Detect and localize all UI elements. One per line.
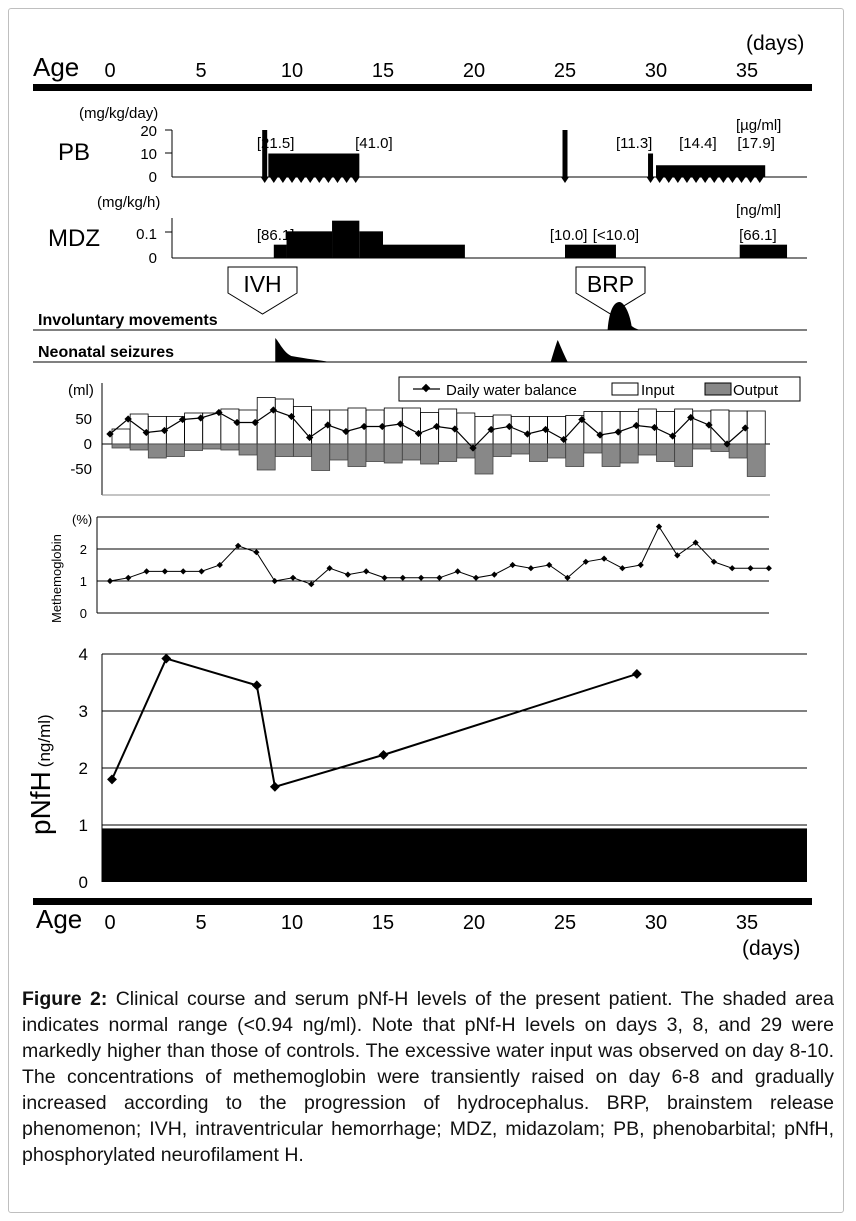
bottom-age-label: Age bbox=[36, 904, 83, 934]
mdz-dose-bar-5 bbox=[565, 245, 616, 258]
pnfh-ytick-4: 4 bbox=[78, 645, 88, 664]
methb-point-21 bbox=[491, 571, 497, 577]
output-bar-23 bbox=[529, 444, 547, 462]
pb-dose-arrow-16 bbox=[683, 177, 691, 183]
water-ylabel: (ml) bbox=[68, 382, 94, 399]
pb-unit-right: [µg/ml] bbox=[736, 117, 782, 134]
methb-point-18 bbox=[436, 575, 442, 581]
input-bar-27 bbox=[602, 412, 620, 445]
involuntary-movements-row bbox=[33, 302, 807, 330]
output-bar-26 bbox=[584, 444, 602, 453]
output-bar-30 bbox=[657, 444, 675, 462]
top-age-tick-20: 20 bbox=[462, 60, 486, 82]
methb-point-16 bbox=[400, 575, 406, 581]
pb-loading-dose-2 bbox=[648, 154, 653, 178]
water-ytick-50: 50 bbox=[75, 411, 92, 428]
pnfh-normal-range bbox=[102, 828, 807, 882]
output-bar-3 bbox=[166, 444, 184, 457]
methb-point-19 bbox=[455, 568, 461, 574]
output-bar-27 bbox=[602, 444, 620, 467]
methb-point-30 bbox=[656, 523, 662, 529]
pnfh-ylabel-main: pNfH bbox=[25, 771, 56, 835]
pb-maintenance-bar-0 bbox=[268, 154, 359, 178]
bottom-axis-bar bbox=[33, 898, 812, 905]
output-bar-0 bbox=[112, 444, 130, 448]
input-bar-19 bbox=[457, 413, 475, 444]
brp-label: BRP bbox=[586, 271, 635, 297]
methb-point-29 bbox=[638, 562, 644, 568]
pb-dose-arrow-21 bbox=[728, 177, 736, 183]
output-bar-29 bbox=[638, 444, 656, 455]
pb-ytick-0: 0 bbox=[148, 169, 157, 186]
input-bar-8 bbox=[257, 398, 275, 445]
methb-ytick-2: 2 bbox=[79, 542, 87, 557]
methb-point-28 bbox=[619, 565, 625, 571]
pnfh-ytick-2: 2 bbox=[78, 759, 88, 778]
top-age-tick-10: 10 bbox=[280, 60, 304, 82]
pb-unit-left: (mg/kg/day) bbox=[79, 105, 159, 122]
pb-level-1: [41.0] bbox=[355, 135, 393, 152]
top-age-tick-35: 35 bbox=[735, 60, 759, 82]
pb-dose-arrow-12 bbox=[647, 177, 655, 183]
input-bar-1 bbox=[130, 414, 148, 444]
mdz-label: MDZ bbox=[48, 225, 100, 252]
pb-dose-arrow-6 bbox=[315, 177, 323, 183]
output-bar-31 bbox=[675, 444, 693, 467]
pb-ytick-20: 20 bbox=[140, 123, 157, 140]
pb-dose-arrow-24 bbox=[756, 177, 764, 183]
input-bar-31 bbox=[675, 409, 693, 444]
top-age-tick-15: 15 bbox=[371, 60, 395, 82]
pb-level-3: [14.4] bbox=[679, 135, 717, 152]
top-age-tick-5: 5 bbox=[195, 60, 207, 82]
water-ytick-minus50: -50 bbox=[70, 461, 92, 478]
pb-dose-arrow-20 bbox=[719, 177, 727, 183]
pb-loading-dose-1 bbox=[563, 130, 568, 177]
methb-ytick-1: 1 bbox=[79, 574, 87, 589]
input-bar-35 bbox=[747, 411, 765, 444]
output-bar-34 bbox=[729, 444, 747, 458]
methb-point-8 bbox=[253, 549, 259, 555]
methb-point-14 bbox=[363, 568, 369, 574]
pnfh-point-day-3 bbox=[161, 654, 171, 664]
methb-point-4 bbox=[180, 568, 186, 574]
mdz-level-1: [10.0] bbox=[549, 227, 588, 244]
top-axis-bar bbox=[33, 84, 812, 91]
pnfh-point-day-0 bbox=[107, 774, 117, 784]
output-bar-14 bbox=[366, 444, 384, 462]
bottom-days-label: (days) bbox=[742, 937, 801, 960]
bottom-age-tick-0: 0 bbox=[104, 912, 116, 934]
output-bar-11 bbox=[312, 444, 330, 471]
pb-dose-arrow-1 bbox=[270, 177, 278, 183]
methemoglobin-chart bbox=[49, 512, 772, 623]
input-bar-6 bbox=[221, 409, 239, 444]
output-bar-35 bbox=[747, 444, 765, 477]
bottom-age-tick-10: 10 bbox=[280, 912, 304, 934]
legend-balance-label: Daily water balance bbox=[446, 382, 577, 399]
input-bar-26 bbox=[584, 412, 602, 445]
water-ytick-0: 0 bbox=[83, 436, 92, 453]
output-bar-32 bbox=[693, 444, 711, 449]
methb-point-36 bbox=[766, 565, 772, 571]
mdz-dose-bar-0 bbox=[274, 245, 287, 258]
caption-label: Figure 2: bbox=[22, 988, 108, 1010]
pb-dose-arrow-3 bbox=[288, 177, 296, 183]
mdz-dose-bar-3 bbox=[359, 231, 383, 258]
pnfh-ytick-0: 0 bbox=[78, 873, 88, 892]
pb-dose-arrow-7 bbox=[324, 177, 332, 183]
input-bar-22 bbox=[511, 417, 529, 445]
output-bar-9 bbox=[275, 444, 293, 457]
pb-label: PB bbox=[58, 139, 91, 166]
seizures-label: Neonatal seizures bbox=[38, 344, 175, 361]
pb-dose-arrow-0 bbox=[261, 177, 269, 183]
methb-point-23 bbox=[528, 565, 534, 571]
methb-point-10 bbox=[290, 575, 296, 581]
output-bar-7 bbox=[239, 444, 257, 455]
mdz-level-0: [86.1] bbox=[256, 227, 295, 244]
input-bar-30 bbox=[657, 412, 675, 445]
methb-point-0 bbox=[107, 578, 113, 584]
pnfh-point-day-8 bbox=[252, 680, 262, 690]
mdz-level-2: [<10.0] bbox=[592, 227, 640, 244]
methb-unit: (%) bbox=[72, 512, 93, 527]
output-bar-17 bbox=[421, 444, 439, 464]
methb-point-5 bbox=[198, 568, 204, 574]
pb-dose-arrow-19 bbox=[710, 177, 718, 183]
bottom-age-axis bbox=[33, 898, 812, 960]
output-bar-15 bbox=[384, 444, 402, 463]
methb-ytick-0: 0 bbox=[79, 606, 87, 621]
pnfh-ylabel-unit: (ng/ml) bbox=[35, 714, 54, 768]
bottom-age-tick-20: 20 bbox=[462, 912, 486, 934]
methb-point-31 bbox=[674, 552, 680, 558]
input-bar-21 bbox=[493, 415, 511, 444]
pb-ytick-10: 10 bbox=[140, 146, 157, 163]
pb-level-0: [21.5] bbox=[256, 135, 295, 152]
methb-point-17 bbox=[418, 575, 424, 581]
pb-level-4: [17.9] bbox=[737, 135, 775, 152]
pnfh-ytick-1: 1 bbox=[78, 816, 88, 835]
pb-dose-arrow-15 bbox=[674, 177, 682, 183]
methb-point-27 bbox=[601, 555, 607, 561]
output-bar-8 bbox=[257, 444, 275, 470]
pb-maintenance-bar-1 bbox=[656, 165, 765, 177]
water-balance-chart bbox=[68, 377, 800, 495]
pb-dose-arrow-5 bbox=[306, 177, 314, 183]
top-age-axis bbox=[33, 32, 812, 91]
pnfh-point-day-9 bbox=[270, 782, 280, 792]
methb-ylabel: Methemoglobin bbox=[49, 534, 64, 623]
mdz-unit-right: [ng/ml] bbox=[736, 202, 782, 219]
output-bar-21 bbox=[493, 444, 511, 457]
methb-point-22 bbox=[509, 562, 515, 568]
output-bar-18 bbox=[439, 444, 457, 462]
pb-dose-arrow-4 bbox=[297, 177, 305, 183]
top-age-tick-25: 25 bbox=[553, 60, 577, 82]
top-days-label: (days) bbox=[746, 32, 805, 55]
legend-input-label: Input bbox=[641, 382, 675, 399]
bottom-age-tick-25: 25 bbox=[553, 912, 577, 934]
methb-point-13 bbox=[345, 571, 351, 577]
methb-point-9 bbox=[272, 578, 278, 584]
methb-point-2 bbox=[143, 568, 149, 574]
input-bar-0 bbox=[112, 429, 130, 444]
top-age-tick-30: 30 bbox=[644, 60, 668, 82]
pb-dose-arrow-11 bbox=[561, 177, 569, 183]
pb-dose-arrow-18 bbox=[701, 177, 709, 183]
pnfh-point-day-29 bbox=[632, 669, 642, 679]
mdz-dose-bar-2 bbox=[332, 221, 359, 258]
pnfh-chart bbox=[25, 645, 807, 892]
methb-point-20 bbox=[473, 575, 479, 581]
caption-text: Clinical course and serum pNf-H levels of the present patient. The shaded area indicates normal range (<0.94 ng/ml). Note that pNf-H levels on days 3, 8, and 29 were markedly higher than those of controls. The excessive water input was observed on day 8-10. The concentrations of methemoglobin were transiently raised on day 6-8 and gradually increased according to the progression of hydrocephalus. BRP, brainstem release phenomenon; IVH, intraventricular hemorrhage; MDZ, midazolam; PB, phenobarbital; pNfH, phosphorylated neurofilament H. bbox=[22, 988, 834, 1166]
water-legend bbox=[399, 377, 800, 401]
output-bar-28 bbox=[620, 444, 638, 463]
mdz-dose-bar-4 bbox=[383, 245, 465, 258]
output-bar-24 bbox=[548, 444, 566, 458]
mdz-panel bbox=[48, 194, 807, 267]
mdz-ytick-0.1: 0.1 bbox=[136, 226, 157, 243]
output-bar-2 bbox=[148, 444, 166, 458]
brp-callout bbox=[576, 267, 645, 314]
output-bar-25 bbox=[566, 444, 584, 467]
methb-point-35 bbox=[747, 565, 753, 571]
pnfh-ytick-3: 3 bbox=[78, 702, 88, 721]
methb-point-1 bbox=[125, 575, 131, 581]
methb-point-3 bbox=[162, 568, 168, 574]
pnfh-ylabel bbox=[25, 714, 56, 835]
pb-dose-arrow-22 bbox=[738, 177, 746, 183]
bottom-age-tick-35: 35 bbox=[735, 912, 759, 934]
output-bar-1 bbox=[130, 444, 148, 450]
bottom-age-tick-15: 15 bbox=[371, 912, 395, 934]
seizure-episode-day-24 bbox=[551, 340, 568, 362]
pb-dose-arrow-8 bbox=[334, 177, 342, 183]
bottom-age-tick-30: 30 bbox=[644, 912, 668, 934]
legend-input-swatch bbox=[612, 383, 638, 395]
seizure-episode-day-9 bbox=[275, 338, 329, 362]
pb-level-2: [11.3] bbox=[615, 135, 653, 152]
top-age-label: Age bbox=[33, 52, 80, 82]
pb-dose-arrow-23 bbox=[747, 177, 755, 183]
bottom-age-tick-5: 5 bbox=[195, 912, 207, 934]
methb-point-24 bbox=[546, 562, 552, 568]
mdz-level-3: [66.1] bbox=[739, 227, 777, 244]
pb-dose-arrow-9 bbox=[343, 177, 351, 183]
neonatal-seizures-row bbox=[33, 338, 807, 362]
pb-dose-arrow-14 bbox=[665, 177, 673, 183]
methb-point-34 bbox=[729, 565, 735, 571]
ivh-callout bbox=[228, 267, 297, 314]
input-bar-33 bbox=[711, 410, 729, 444]
output-bar-20 bbox=[475, 444, 493, 474]
pb-dose-arrow-17 bbox=[692, 177, 700, 183]
pb-dose-arrow-13 bbox=[656, 177, 664, 183]
output-bar-22 bbox=[511, 444, 529, 454]
pb-dose-arrow-2 bbox=[279, 177, 287, 183]
pb-dose-arrow-10 bbox=[352, 177, 360, 183]
involuntary-label: Involuntary movements bbox=[38, 312, 218, 329]
output-bar-12 bbox=[330, 444, 348, 460]
input-bar-7 bbox=[239, 410, 257, 444]
legend-output-swatch bbox=[705, 383, 731, 395]
input-bar-9 bbox=[275, 399, 293, 444]
pb-panel bbox=[58, 105, 807, 186]
mdz-ytick-0: 0 bbox=[148, 250, 157, 267]
mdz-unit-left: (mg/kg/h) bbox=[97, 194, 161, 211]
output-bar-5 bbox=[203, 444, 221, 449]
output-bar-16 bbox=[402, 444, 420, 460]
figure-caption bbox=[22, 986, 834, 1168]
output-bar-6 bbox=[221, 444, 239, 450]
ivh-label: IVH bbox=[243, 271, 282, 297]
output-bar-4 bbox=[185, 444, 203, 451]
pnfh-point-day-15 bbox=[379, 750, 389, 760]
mdz-dose-bar-6 bbox=[740, 245, 787, 258]
output-bar-13 bbox=[348, 444, 366, 467]
input-bar-5 bbox=[203, 413, 221, 444]
legend-output-label: Output bbox=[733, 382, 779, 399]
methb-point-15 bbox=[381, 575, 387, 581]
top-age-tick-0: 0 bbox=[104, 60, 116, 82]
output-bar-10 bbox=[294, 444, 312, 457]
